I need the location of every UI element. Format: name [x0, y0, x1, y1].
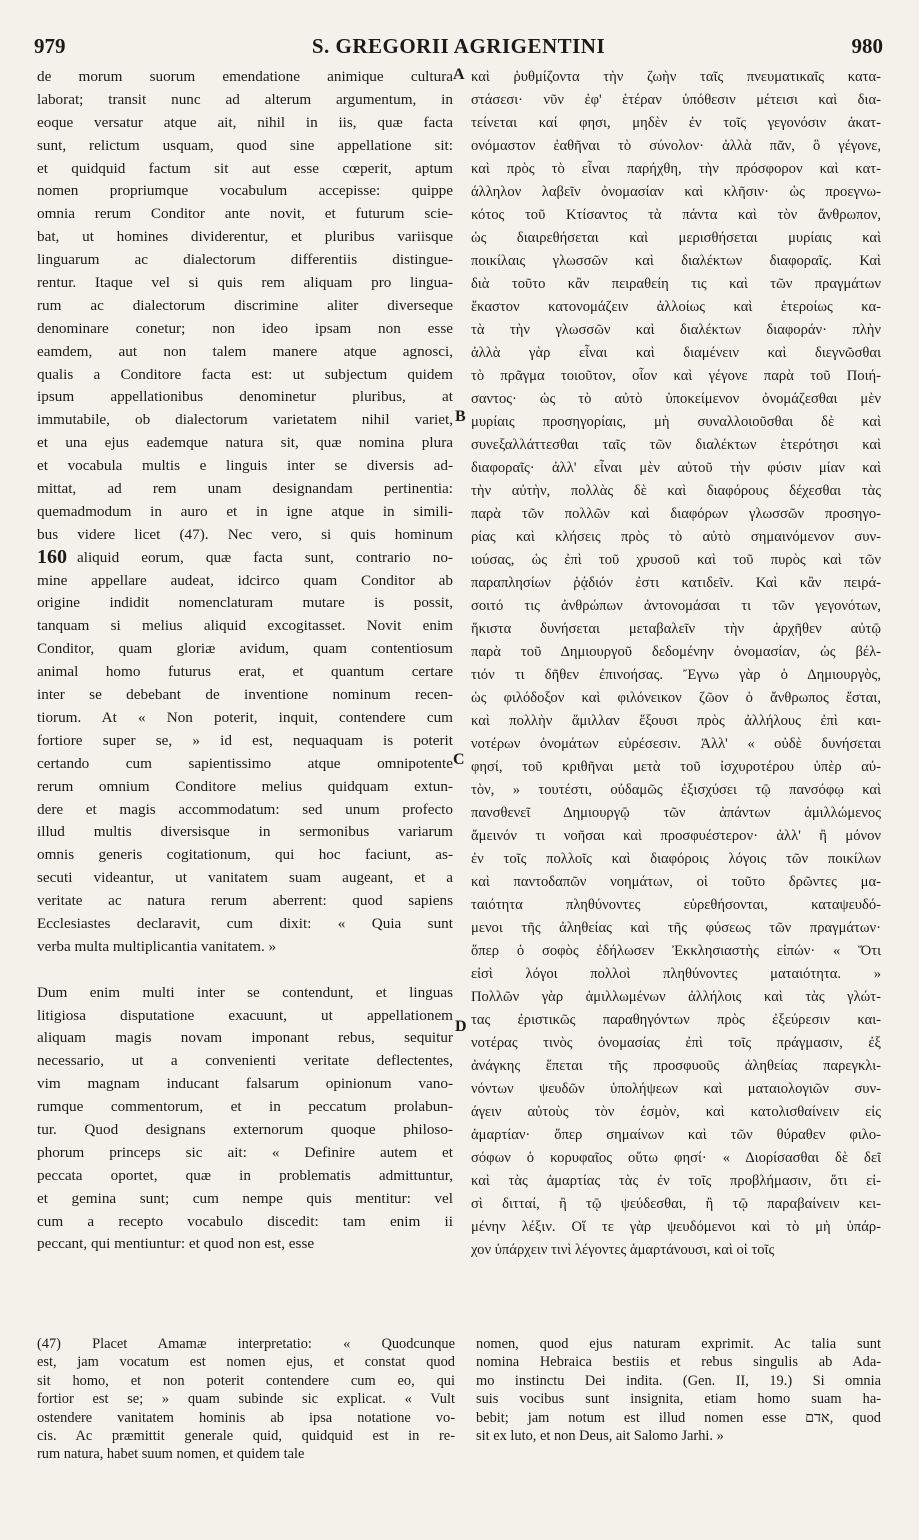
- latin-text-line: fortiore super se, » id est, nequaquam is poterit: [37, 731, 453, 749]
- latin-text-line: omnia rerum Conditor ante novit, et futurum scie-: [37, 205, 453, 223]
- latin-column: [37, 66, 453, 1256]
- latin-text-line: et quidquid factum sit aut esse cœperit, aptum: [37, 159, 453, 177]
- latin-text-line: mine appellare audeat, idcirco quam Conditor ab: [37, 571, 453, 589]
- footnote-text-line: mo instinctu Dei indita. (Gen. II, 19.) Si omnia: [476, 1372, 881, 1389]
- latin-text-line: immutabile, ob dialectorum varietatem nihil variet,: [37, 411, 453, 429]
- margin-letter-a: A: [453, 66, 465, 83]
- latin-text-line: laborat; transit nunc ad alterum argumentum, in: [37, 90, 453, 108]
- greek-text-line: τιόν τι δῆθεν ἐπινοήσας. Ἔγνω γὰρ ὁ Δημιουργὸς,: [471, 667, 881, 683]
- greek-text-line: φησί, τοῦ κριθῆναι μετὰ τοῦ ἰσχυροτέρου ὑπὲρ αὐ-: [471, 759, 881, 775]
- latin-text-line: quemadmodum in auro et in igne atque in simili-: [37, 502, 453, 520]
- greek-text-line: Πολλῶν γὰρ ἁμιλλωμένων ἀλλήλοις καὶ τὰς γλώτ-: [471, 989, 881, 1005]
- latin-text-line: ipsum appellationibus denominetur pluribus, at: [37, 388, 453, 406]
- greek-text-line: ταιότητα πληθύνοντες εὑρεθήσονται, καταψευδό-: [471, 897, 881, 913]
- latin-text-line: mittat, ad rem unam designandam pertinentia:: [37, 480, 453, 498]
- latin-text-line: aliquid eorum, quæ facta sunt, contrario no-: [77, 548, 453, 566]
- latin-text-line: inter se debebant de inventione nominum recen-: [37, 686, 453, 704]
- greek-text-line: τας ἐριστικῶς παραθηγόντων πρὸς ἐξεύρεσιν και-: [471, 1012, 881, 1028]
- paragraph-gap: [37, 959, 453, 982]
- greek-text-line: ἁμαρτίαν· ὅπερ σημαίνων καὶ τῶν θύραθεν φιλο-: [471, 1127, 881, 1143]
- latin-text-line: denominare conetur; non ideo ipsam non esse: [37, 319, 453, 337]
- latin-text-line: rentur. Itaque vel si quis rem aliquam pro lingua-: [37, 274, 453, 292]
- latin-text-line: cum a recepto vocabulo discedit: tam enim ii: [37, 1212, 453, 1230]
- latin-text-line: peccata oportet, quæ in problematis admittuntur,: [37, 1166, 453, 1184]
- greek-text-line: νοτέρων ὀνομάτων εὑρέσεσιν. Ἀλλ' « οὐδὲ δυνήσεται: [471, 736, 881, 752]
- latin-text-line: verba multa multiplicantia vanitatem. »: [37, 937, 277, 955]
- latin-text-line: dere et magis accommodatum: sed unum profecto: [37, 800, 453, 818]
- latin-text-line: certando cum sapientissimo atque omnipotente: [37, 754, 453, 772]
- latin-text-line: bus videre licet (47). Nec vero, si quis hominum: [37, 525, 453, 543]
- greek-text-line: ποικίλαις γλωσσῶν καὶ διαλέκτων διαφοραῖς. Καὶ: [471, 253, 881, 269]
- greek-column: [471, 66, 881, 1262]
- greek-text-line: ἕκαστον κατονομάζειν ἀλλοίως καὶ ἑτεροίως κα-: [471, 299, 881, 315]
- greek-text-line: ονόμαστον ἐαθῆναι τὸ σύνολον· ἀλλὰ πᾶν, ὃ γέγονε,: [471, 138, 881, 154]
- greek-text-line: σὶ διτταί, ἢ τῷ ψεύδεσθαι, ἢ τῷ παραβαίνειν κει-: [471, 1196, 881, 1212]
- latin-text-line: peccant, qui mentiuntur: et quod non est, esse: [37, 1235, 315, 1253]
- margin-letter-c: C: [453, 751, 465, 768]
- latin-text-line: bat, ut homines dividerentur, et pluribus variisque: [37, 228, 453, 246]
- latin-text-line: illud multis diversisque in sermonibus variarum: [37, 823, 453, 841]
- latin-text-line: origine indidit nomenclaturam mutare is possit,: [37, 594, 453, 612]
- page-number-right: 980: [851, 34, 883, 58]
- latin-text-line: animal homo futurus erat, et quantum certare: [37, 663, 453, 681]
- running-title: S. GREGORII AGRIGENTINI: [311, 34, 606, 58]
- greek-text-line: τείνεται καί φησι, μηδὲν ἐν τοῖς γεγονόσιν ἀκατ-: [471, 115, 881, 131]
- latin-text-line: de morum suorum emendatione animique cultura: [37, 68, 453, 85]
- greek-text-line: καὶ πολλὴν ἅμιλλαν ἕξουσι πρὸς ἀλλήλους ἐπὶ και-: [471, 713, 881, 729]
- greek-text-line: άγειν αὐτοὺς τὸν ἑσμὸν, καὶ κατολισθαίνειν εἰς: [471, 1104, 881, 1120]
- greek-text-line: διαφοραῖς· ἀλλ' εἶναι μὲν αὐτοῦ τὴν φύσιν μίαν καὶ: [471, 460, 881, 476]
- footnote-text-line: rum natura, habet suum nomen, et quidem tale: [37, 1446, 305, 1463]
- greek-text-line: παραπλησίων ῥᾴδιόν ἐστι κατιδεῖν. Καὶ κἂν πειρά-: [471, 575, 881, 591]
- greek-text-line: κότος τοῦ Κτίσαντος τὰ πάντα καὶ τὸν ἄνθρωπον,: [471, 207, 881, 223]
- greek-text-line: στάσεσι· νῦν ἐφ' ἑτέραν ὑπόθεσιν μέτεισι καὶ δια-: [471, 92, 881, 108]
- greek-text-line: καὶ ῥυθμίζοντα τὴν ζωὴν ταῖς πνευματικαῖς κατα-: [471, 69, 881, 85]
- latin-text-line: tanquam si melius aliquid excogitasset. Novit enim: [37, 617, 453, 635]
- greek-text-line: τὰ τὴν γλωσσῶν καὶ διαλέκτων διαφοράν· πλὴν: [471, 322, 881, 338]
- greek-text-line: μένην λέξιν. Οἵ τε γὰρ ψευδόμενοι καὶ τὸ μὴ ὑπάρ-: [471, 1219, 881, 1235]
- greek-text-line: ἐν τοῖς πολλοῖς καὶ διαφόροις λόγοις τῶν ποικίλων: [471, 851, 881, 867]
- footnote-text-line: cis. Ac præmittit generale quid, quidquid est in re-: [37, 1427, 455, 1444]
- column-number: 160: [37, 545, 67, 568]
- footnote-text-line: bebit; jam notum est illud nomen esse אדם, quod: [476, 1409, 881, 1426]
- latin-text-line: vim magnam inducant falsarum opinionum vano-: [37, 1075, 453, 1093]
- greek-text-line: παρὰ τοῦ Δημιουργοῦ δεδομένην ὀνομασίαν, ὡς βέλ-: [471, 644, 881, 660]
- latin-text-line: veritate ac natura rerum aberrent: quod sapiens: [37, 892, 453, 910]
- greek-text-line: ρίας καὶ κλήσεις πρὸς τὸ αὐτὸ σημαινόμενον συν-: [471, 529, 881, 545]
- greek-text-line: μυρίαις προσηγορίαις, μὴ συναλλοιοῦσθαι δὲ καὶ: [471, 414, 881, 430]
- footnote-text-line: (47) Placet Amamæ interpretatio: « Quodcunque: [37, 1336, 455, 1352]
- latin-text-line: Ecclesiastes declaravit, cum dixit: « Quia sunt: [37, 914, 453, 932]
- latin-text-line: et vocabula multis e linguis inter se diversis ad-: [37, 457, 453, 475]
- footnote-text-line: nomen, quod ejus naturam exprimit. Ac talia sunt: [476, 1336, 881, 1352]
- greek-text-line: ἀνάγκης ἕπεται τῆς προσφυοῦς ἀληθείας παρεγκλι-: [471, 1058, 881, 1074]
- footnote-divider: [37, 1330, 881, 1331]
- greek-text-line: καὶ πρὸς τὸ εἶναι παρήχθη, τὴν πρόσφορον καὶ κατ-: [471, 161, 881, 177]
- latin-text-line: aliquam magis novam imponant rebus, sequitur: [37, 1029, 453, 1047]
- greek-text-line: ἀλλὰ γὰρ εἶναι καὶ διαμένειν καὶ διεγνῶσθαι: [471, 345, 881, 361]
- footnote-left: [37, 1335, 455, 1464]
- footnote-text-line: sit homo, et non poterit contendere cum eo, qui: [37, 1372, 455, 1389]
- latin-text-line: phorum princeps sic ait: « Definire autem et: [37, 1143, 453, 1161]
- greek-text-line: τὸ πρᾶγμα τοιοῦτον, οἷον καὶ γέγονε παρὰ τοῦ Ποιή-: [471, 368, 881, 384]
- latin-text-line: rerum omnium Conditore melius quidquam extun-: [37, 777, 453, 795]
- latin-text-line: sunt, relictum usquam, quod sine appellatione sit:: [37, 136, 453, 154]
- greek-text-line: ὅπερ ὁ σοφὸς ἐδήλωσεν Ἐκκλησιαστὴς εἰπών· « Ὅτι: [471, 943, 881, 959]
- latin-text-line: necessario, ut a convenienti veritate deflectentes,: [37, 1052, 453, 1070]
- greek-text-line: εἰσὶ λόγοι πολλοὶ πληθύνοντες ματαιότητα. »: [471, 966, 881, 982]
- latin-text-line: et gemina sunt; cum nempe quis mentitur: vel: [37, 1189, 453, 1207]
- greek-text-line: νόντων ψευδῶν ὑπολήψεων καὶ ματαιολογιῶν συν-: [471, 1081, 881, 1097]
- latin-text-line: rum ac dialectorum discrimine aliter diverseque: [37, 296, 453, 314]
- footnote-text-line: nomina Hebraica bestiis et rebus singulis ab Ada-: [476, 1354, 881, 1371]
- greek-text-line: ιούσας, ὡς ἐπὶ τοῦ χρυσοῦ καὶ τοῦ πυρὸς καὶ τῶν: [471, 552, 881, 568]
- greek-text-line: τὴν αὐτὴν, πολλὰς δὲ καὶ διαφόρους δέχεσθαι τὰς: [471, 483, 881, 499]
- latin-text-line: tur. Quod designans externorum quoque philoso-: [37, 1120, 453, 1138]
- latin-text-line: litigiosa disputatione exacuunt, ut appellationem: [37, 1006, 453, 1024]
- margin-letter-b: B: [455, 408, 466, 425]
- latin-text-line: Dum enim multi inter se contendunt, et linguas: [37, 983, 453, 1001]
- latin-text-line: Conditor, quam gloriæ avidum, quam contentiosum: [37, 640, 453, 658]
- latin-text-line: tiorum. At « Non poterit, inquit, contendere cum: [37, 708, 453, 726]
- greek-text-line: παρὰ τῶν πολλῶν καὶ διαφόρων γλωσσῶν προσηγο-: [471, 506, 881, 522]
- greek-text-line: τὸν, » τουτέστι, οὐδαμῶς ἐξισχύσει τῷ πανσόφῳ καὶ: [471, 782, 881, 798]
- latin-text-line: et una ejus eademque natura sit, quæ nomina plura: [37, 434, 453, 452]
- greek-text-line: νοτέρας τινὸς ὀνομασίας ἐπὶ τοῖς πράγμασιν, ἐξ: [471, 1035, 881, 1051]
- greek-text-line: ἥκιστα δυνήσεται μεταβαλεῖν τὴν ἀρχῆθεν αὐτῷ: [471, 621, 881, 637]
- footnote-right: [476, 1335, 881, 1445]
- greek-text-line: πανσθενεῖ Δημιουργῷ τῶν ἁπάντων ἁμιλλώμενος: [471, 805, 881, 821]
- greek-text-line: ὡς διαιρεθήσεται καὶ μερισθήσεται μυρίαις καὶ: [471, 230, 881, 246]
- greek-text-line: ὡς φιλόδοξον καὶ φιλόνεικον ζῶον ὁ ἄνθρωπος ἔσται,: [471, 690, 881, 706]
- greek-text-line: σαντος· ὡς τὸ αὐτὸ ὑποκείμενον ὀνομάζεσθαι μὲν: [471, 391, 881, 407]
- footnote-text-line: fortior est se; » quam subinde sic explicat. « Vult: [37, 1391, 455, 1408]
- greek-text-line: καὶ παντοδαπῶν νοημάτων, οἱ τοῦτο δρῶντες μα-: [471, 874, 881, 890]
- greek-text-line: καὶ τὰς ἁμαρτίας τὰς ἐν τοῖς προβλήμασιν, ὅτι εἰ-: [471, 1173, 881, 1189]
- greek-text-line: σοιτό τις ἀνθρώπων ἀντονομάσαι τι τῶν γεγονότων,: [471, 598, 881, 614]
- latin-text-line: secuti videantur, ut vanitatem suam augeant, et a: [37, 869, 453, 887]
- footnote-text-line: suis vocibus sunt insignita, etiam homo suam ha-: [476, 1391, 881, 1408]
- latin-text-line: qualis a Conditore facta est: ut subjectum quidem: [37, 365, 453, 383]
- latin-text-line: eamdem, aut non talem manere atque agnosci,: [37, 342, 453, 360]
- greek-text-line: ἄμεινόν τι νοῆσαι καὶ προσφυέστερον· ἀλλ' ἢ μόνον: [471, 828, 881, 844]
- latin-text-line: eoque versatur atque ait, nihil in iis, quæ facta: [37, 113, 453, 131]
- page-header: [34, 30, 883, 64]
- latin-text-line: omnis generis cogitationum, qui hoc faciunt, as-: [37, 846, 453, 864]
- footnote-text-line: est, jam vocatum est nomen ejus, et constat quod: [37, 1354, 455, 1371]
- footnote-text-line: sit ex luto, et non Deus, ait Salomo Jarhi. »: [476, 1427, 724, 1444]
- latin-text-line: linguarum ac dialectorum differentiis distingue-: [37, 251, 453, 269]
- margin-letter-d: D: [455, 1018, 467, 1035]
- latin-text-line: rumque commentorum, et in peccatum prolabun-: [37, 1098, 453, 1116]
- greek-text-line: σόφων ὁ κορυφαῖος οὕτω φησί· « Διορίσασθαι δὲ δεῖ: [471, 1150, 881, 1166]
- greek-text-line: άλληλον λαβεῖν ὀνομασίαν καὶ κλῆσιν· ὡς προεγνω-: [471, 184, 881, 200]
- greek-text-line: χον ὑπάρχειν τινὶ λέγοντες ἁμαρτάνουσι, καὶ οἱ τοῖς: [471, 1242, 775, 1258]
- page-number-left: 979: [34, 34, 66, 58]
- greek-text-line: διὰ τοῦτο κἂν πειραθείη τις καὶ τῶν πραγμάτων: [471, 276, 881, 292]
- greek-text-line: μενοι τῆς ἀληθείας καὶ τῆς φύσεως τῶν πραγμάτων·: [471, 920, 881, 936]
- greek-text-line: συνεξαλλάττεσθαι ταῖς τῶν διαλέκτων ἑτερότησι καὶ: [471, 437, 881, 453]
- footnote-text-line: ostendere vanitatem hominis ab ipsa notatione vo-: [37, 1409, 455, 1426]
- latin-text-line: nomen propriumque vocabulum accepisse: quippe: [37, 182, 453, 200]
